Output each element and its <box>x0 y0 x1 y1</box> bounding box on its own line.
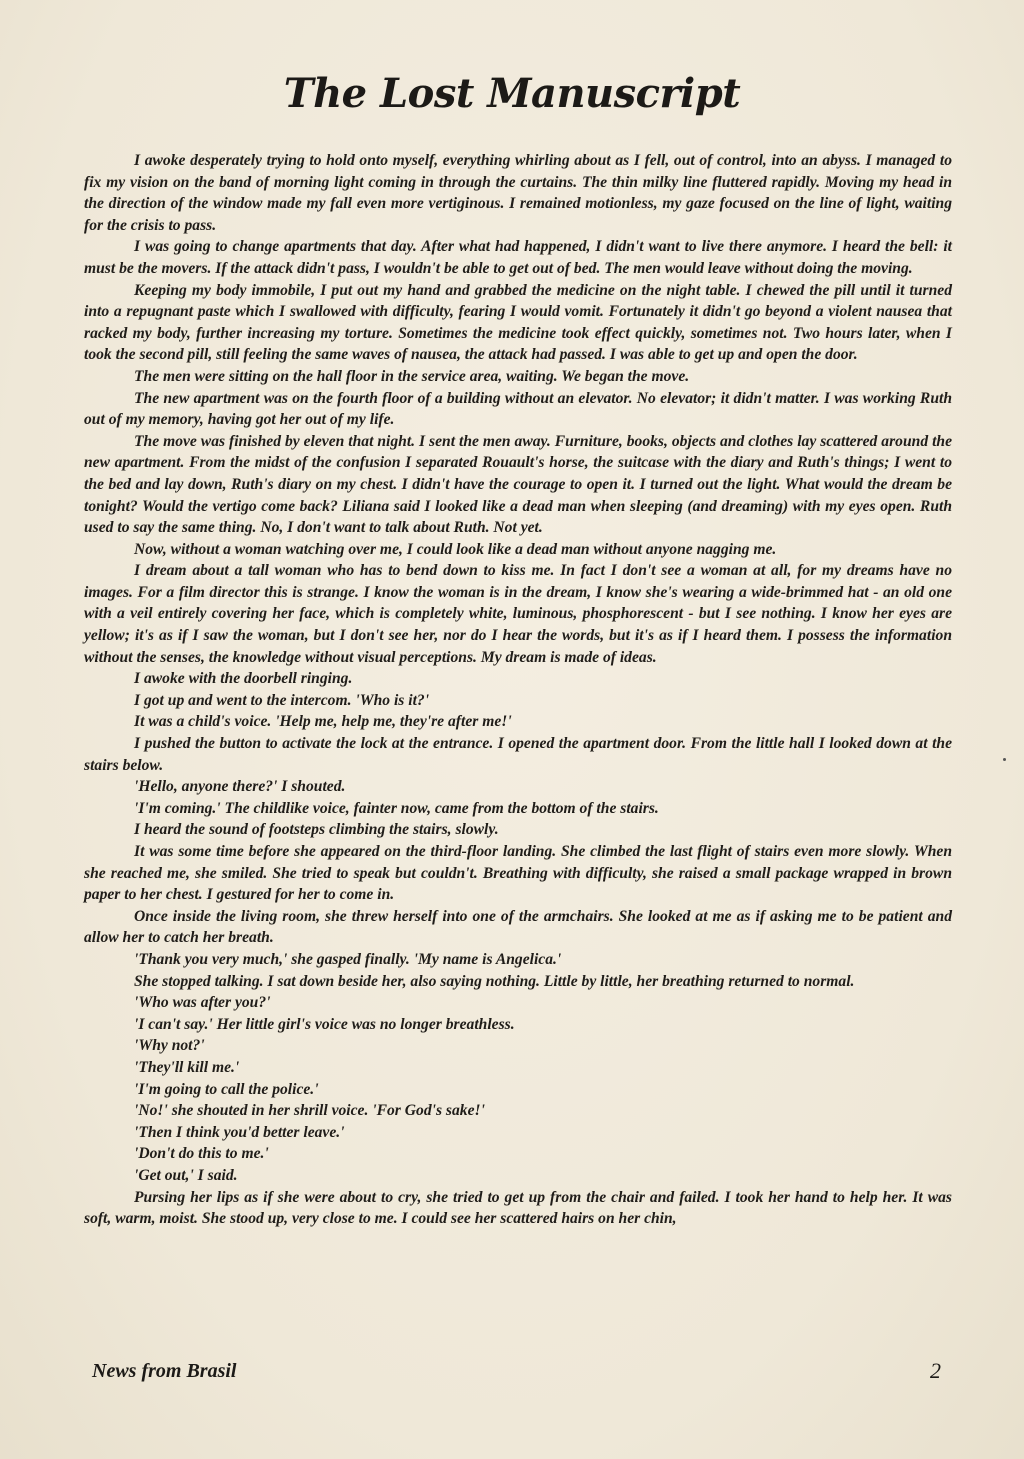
paragraph: She stopped talking. I sat down beside her, also saying nothing. Little by little, her breathing returned to normal. <box>134 972 855 990</box>
paragraph: I dream about a tall woman who has to bend down to kiss me. In fact I don't see a woman at all, for my dreams have no images. For a film director this is strange. I know the woman is in the dream, I know she's wearing a wide-brimmed hat - an old one with a veil entirely covering her face, which is completely white, luminous, phosphorescent - but I see nothing. I know her eyes are yellow; it's as if I saw the woman, but I don't see her, nor do I hear the words, but it's as if I heard them. I possess the information without the senses, the knowledge without visual perceptions. My dream is made of ideas. <box>84 562 952 666</box>
paragraph: The new apartment was on the fourth floor of a building without an elevator. No elevator; it didn't matter. I was working Ruth out of my memory, having got her out of my life. <box>84 389 952 429</box>
paragraph: The men were sitting on the hall floor in the service area, waiting. We began the move. <box>134 367 690 385</box>
paragraph: 'Get out,' I said. <box>134 1166 238 1184</box>
page-number: 2 <box>930 1358 941 1383</box>
paragraph: Keeping my body immobile, I put out my hand and grabbed the medicine on the night table. I chewed the pill until it turned into a repugnant paste which I swallowed with difficulty, fearing I would vomit. Fortunately it didn't go beyond a violent nausea that racked my body, further increasing my torture. Sometimes the medicine took effect quickly, sometimes not. Two hours later, when I took the second pill, still feeling the same waves of nausea, the attack had passed. I was able to get up and open the door. <box>84 281 952 364</box>
paragraph: Once inside the living room, she threw herself into one of the armchairs. She looked at me as if asking me to be patient and allow her to catch her breath. <box>84 907 952 947</box>
paragraph: It was some time before she appeared on the third-floor landing. She climbed the last flight of stairs even more slowly. When she reached me, she smiled. She tried to speak but couldn't. Breathing with difficulty, she raised a small package wrapped in brown paper to her chest. I gestured for her to come in. <box>84 843 952 904</box>
paragraph: Now, without a woman watching over me, I could look like a dead man without anyone nagging me. <box>134 540 777 558</box>
paragraph: 'Who was after you?' <box>134 994 271 1012</box>
paragraph: I was going to change apartments that day. After what had happened, I didn't want to live there anymore. I heard the bell: it must be the movers. If the attack didn't pass, I wouldn't be able to get out of bed. The men would leave without doing the moving. <box>84 238 952 277</box>
publication-name: News from Brasil <box>92 1360 237 1382</box>
paragraph: 'Hello, anyone there?' I shouted. <box>134 778 346 796</box>
paragraph: 'Why not?' <box>134 1037 205 1055</box>
page-title: The Lost Manuscript <box>283 70 741 117</box>
paragraph: 'No!' she shouted in her shrill voice. 'For God's sake!' <box>134 1102 485 1120</box>
paragraph: I pushed the button to activate the lock at the entrance. I opened the apartment door. From the little hall I looked down at the stairs below. <box>84 735 952 774</box>
paragraph: Pursing her lips as if she were about to cry, she tried to get up from the chair and failed. I took her hand to help her. It was soft, warm, moist. She stood up, very close to me. I could see her scattered hairs on her chin, <box>84 1188 952 1228</box>
paragraph: I awoke with the doorbell ringing. <box>134 670 353 688</box>
paragraph: The move was finished by eleven that night. I sent the men away. Furniture, books, objects and clothes lay scattered around the new apartment. From the midst of the confusion I separated Rouault's horse, the suitcase with the diary and Ruth's things; I went to the bed and lay down, Ruth's diary on my chest. I didn't have the courage to open it. I turned out the light. What would the dream be tonight? Would the vertigo come back? Liliana said I looked like a dead man when sleeping (and dreaming) with my eyes open. Ruth used to say the same thing. No, I don't want to talk about Ruth. Not yet. <box>84 432 952 537</box>
paragraph: 'I can't say.' Her little girl's voice was no longer breathless. <box>134 1015 515 1033</box>
paragraph: It was a child's voice. 'Help me, help me, they're after me!' <box>134 713 512 731</box>
paragraph: 'Don't do this to me.' <box>134 1145 269 1163</box>
paragraph: I got up and went to the intercom. 'Who is it?' <box>134 691 430 709</box>
margin-speck <box>1003 758 1006 761</box>
paragraph: 'I'm coming.' The childlike voice, fainter now, came from the bottom of the stairs. <box>134 799 659 817</box>
paragraph: 'They'll kill me.' <box>134 1058 240 1076</box>
paragraph: I heard the sound of footsteps climbing the stairs, slowly. <box>134 821 499 839</box>
article-body <box>84 150 952 1230</box>
paragraph: 'Thank you very much,' she gasped finally. 'My name is Angelica.' <box>134 950 562 968</box>
paragraph: 'Then I think you'd better leave.' <box>134 1123 345 1141</box>
paragraph: I awoke desperately trying to hold onto myself, everything whirling about as I fell, out of control, into an abyss. I managed to fix my vision on the band of morning light coming in through the curtains. The thin milky line fluttered rapidly. Moving my head in the direction of the window made my fall even more vertiginous. I remained motionless, my gaze focused on the line of light, waiting for the crisis to pass. <box>84 152 952 234</box>
paragraph: 'I'm going to call the police.' <box>134 1080 319 1098</box>
